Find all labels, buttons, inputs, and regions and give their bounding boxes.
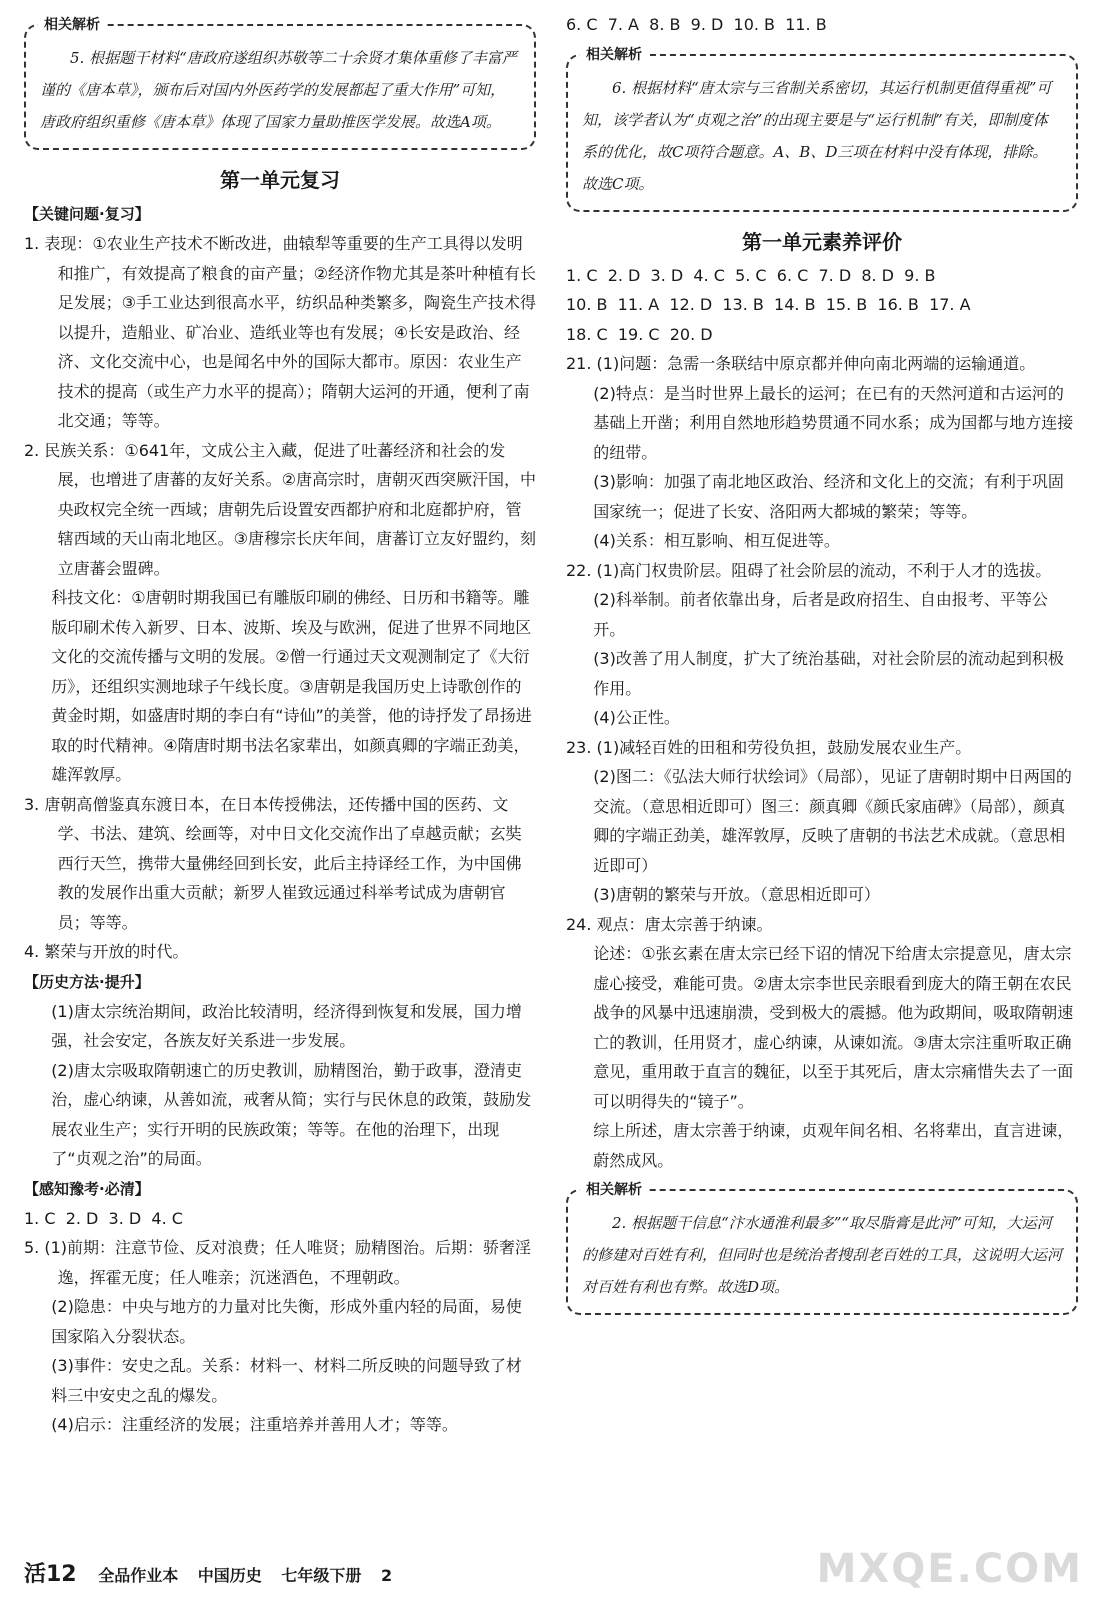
answer-item: (2)隐患：中央与地方的力量对比失衡，形成外重内轻的局面，易使国家陷入分裂状态。 — [51, 1297, 522, 1346]
answer-item: (3)事件：安史之乱。关系：材料一、材料二所反映的问题导致了材料三中安史之乱的爆发。 — [51, 1356, 522, 1405]
section-heading: 【历史方法·提升】 — [24, 972, 150, 991]
unit-evaluation-title: 第一单元素养评价 — [742, 229, 902, 254]
choice-answers: 1. C 2. D 3. D 4. C — [24, 1208, 183, 1228]
left-column — [24, 10, 536, 1440]
related-analysis-box-3 — [566, 1182, 1078, 1315]
related-analysis-box-2 — [566, 46, 1078, 212]
answer-item: 综上所述，唐太宗善于纳谏，贞观年间名相、名将辈出，直言进谏，蔚然成风。 — [593, 1121, 1074, 1170]
answer-item: (1)唐太宗统治期间，政治比较清明，经济得到恢复和发展，国力增强，社会安定，各族友好关系进一步发展。 — [51, 1001, 522, 1050]
answer-item: (2)唐太宗吸取隋朝速亡的历史教训，励精图治，勤于政事，澄清吏治，虚心纳谏，从善如流，戒奢从简；实行与民休息的政策，鼓励发展农业生产；实行开明的民族政策；等等。在他的治理下，出现了“贞观之治”的局面。 — [51, 1060, 532, 1168]
section-heading: 【关键问题·复习】 — [24, 205, 150, 223]
volume-number: 2 — [380, 1566, 393, 1585]
answer-item: (3)唐朝的繁荣与开放。（意思相近即可） — [593, 885, 880, 904]
page-number: 活12 — [24, 1562, 77, 1587]
section-heading: 【感知豫考·必清】 — [24, 1179, 150, 1198]
answer-item: 3. 唐朝高僧鉴真东渡日本，在日本传授佛法，还传播中国的医药、文学、书法、建筑、绘画等，对中日文化交流作出了卓越贡献；玄奘西行天竺，携带大量佛经回到长安，此后主持译经工作，为中国佛教的发展作出重大贡献；新罗人崔致远通过科举考试成为唐朝官员；等等。 — [24, 794, 522, 932]
answer-item: 2. 民族关系：①641年，文成公主入藏，促进了吐蕃经济和社会的发展，也增进了唐蕃的友好关系。②唐高宗时，唐朝灭西突厥汗国，中央政权完全统一西域；唐朝先后设置安西都护府和北庭都护府，管辖西域的天山南北地区。③唐穆宗长庆年间，唐蕃订立友好盟约，刻立唐蕃会盟碑。 — [24, 440, 536, 578]
choice-answers: 1. C 2. D 3. D 4. C 5. C 6. C 7. D 8. D 9. B — [566, 265, 936, 285]
unit-review-title: 第一单元复习 — [220, 168, 340, 192]
choice-answers: 6. C 7. A 8. B 9. D 10. B 11. B — [566, 15, 827, 34]
grade-name: 七年级下册 — [281, 1566, 362, 1585]
answer-item: (3)改善了用人制度，扩大了统治基础，对社会阶层的流动起到积极作用。 — [593, 649, 1064, 698]
answer-item: (4)关系：相互影响、相互促进等。 — [593, 531, 840, 550]
watermark: MXQE.COM — [816, 1546, 1083, 1592]
answer-item: (2)科举制。前者依靠出身，后者是政府招生、自由报考、平等公开。 — [593, 590, 1048, 639]
analysis-text: 5. 根据题干材料“唐政府遂组织苏敬等二十余贤才集体重修了丰富严谨的《唐本草》，颁布后对国内外医药学的发展都起了重大作用”可知，唐政府组织重修《唐本草》体现了国家力量助推医学发展。故选A项。 — [40, 49, 517, 131]
answer-item: (2)特点：是当时世界上最长的运河；在已有的天然河道和古运河的基础上开凿；利用自然地形趋势贯通不同水系；成为国都与地方连接的纽带。 — [593, 383, 1074, 462]
answer-item: 5. (1)前期：注意节俭、反对浪费；任人唯贤；励精图治。后期：骄奢淫逸，挥霍无度；任人唯亲；沉迷酒色，不理朝政。 — [24, 1238, 532, 1287]
box-title: 相关解析 — [38, 14, 106, 34]
answer-item: 论述：①张玄素在唐太宗已经下诏的情况下给唐太宗提意见，唐太宗虚心接受，难能可贵。②唐太宗李世民亲眼看到庞大的隋王朝在农民战争的风暴中迅速崩溃，受到极大的震撼。他为政期间，吸取隋朝速亡的教训，任用贤才，虚心纳谏，从谏如流。③唐太宗注重听取正确意见，重用敢于直言的魏征，以至于其死后，唐太宗痛惜失去了一面可以明得失的“镜子”。 — [593, 944, 1074, 1111]
box-title: 相关解析 — [580, 1179, 648, 1199]
subject-name: 中国历史 — [197, 1566, 262, 1585]
book-name: 全品作业本 — [98, 1566, 179, 1585]
answer-item: (4)启示：注重经济的发展；注重培养并善用人才；等等。 — [51, 1415, 458, 1434]
analysis-text: 6. 根据材料“唐太宗与三省制关系密切，其运行机制更值得重视”可知，该学者认为“贞观之治”的出现主要是与“运行机制”有关，即制度体系的优化，故C项符合题意。A、B、D三项在材料中没有体现，排除。故选C项。 — [582, 78, 1052, 193]
answer-item: 23. (1)减轻百姓的田租和劳役负担，鼓励发展农业生产。 — [566, 737, 972, 757]
page-footer — [24, 1557, 406, 1588]
right-column — [566, 10, 1078, 1327]
answer-item: (4)公正性。 — [593, 708, 680, 727]
answer-item: 24. 观点：唐太宗善于纳谏。 — [566, 914, 773, 934]
answer-item: (2)图二：《弘法大师行状绘词》（局部），见证了唐朝时期中日两国的交流。（意思相近即可）图三：颜真卿《颜氏家庙碑》（局部），颜真卿的字端正劲美，雄浑敦厚，反映了唐朝的书法艺术成就。（意思相近即可） — [593, 767, 1072, 875]
answer-item: 4. 繁荣与开放的时代。 — [24, 942, 189, 961]
answer-item: 1. 表现：①农业生产技术不断改进，曲辕犁等重要的生产工具得以发明和推广，有效提高了粮食的亩产量；②经济作物尤其是茶叶种植有长足发展；③手工业达到很高水平，纺织品种类繁多，陶瓷生产技术得以提升，造船业、矿冶业、造纸业等也有发展；④长安是政治、经济、文化交流中心，也是闻名中外的国际大都市。原因：农业生产技术的提高（或生产力水平的提高）；隋朝大运河的开通，便利了南北交通；等等。 — [24, 234, 536, 430]
choice-answers: 10. B 11. A 12. D 13. B 14. B 15. B 16. B 17. A — [566, 295, 971, 314]
answer-item: 22. (1)高门权贵阶层。阻碍了社会阶层的流动，不利于人才的选拔。 — [566, 560, 1052, 580]
box-title: 相关解析 — [580, 44, 648, 64]
answer-item: (3)影响：加强了南北地区政治、经济和文化上的交流；有利于巩固国家统一；促进了长安、洛阳两大都城的繁荣；等等。 — [593, 472, 1064, 521]
choice-answers: 18. C 19. C 20. D — [566, 324, 713, 344]
analysis-text: 2. 根据题干信息“汴水通淮利最多”“取尽脂膏是此河”可知，大运河的修建对百姓有利，但同时也是统治者搜刮老百姓的工具，这说明大运河对百姓有利也有弊。故选D项。 — [582, 1214, 1063, 1296]
answer-item: 21. (1)问题：急需一条联结中原京都并伸向南北两端的运输通道。 — [566, 354, 1036, 373]
answer-item: 科技文化：①唐朝时期我国已有雕版印刷的佛经、日历和书籍等。雕版印刷术传入新罗、日本、波斯、埃及与欧洲，促进了世界不同地区文化的交流传播与文明的发展。②僧一行通过天文观测制定了《大衍历》，还组织实测地球子午线长度。③唐朝是我国历史上诗歌创作的黄金时期，如盛唐时期的李白有“诗仙”的美誉，他的诗抒发了昂扬进取的时代精神。④隋唐时期书法名家辈出，如颜真卿的字端正劲美，雄浑敦厚。 — [51, 588, 532, 784]
related-analysis-box-1 — [24, 17, 536, 150]
